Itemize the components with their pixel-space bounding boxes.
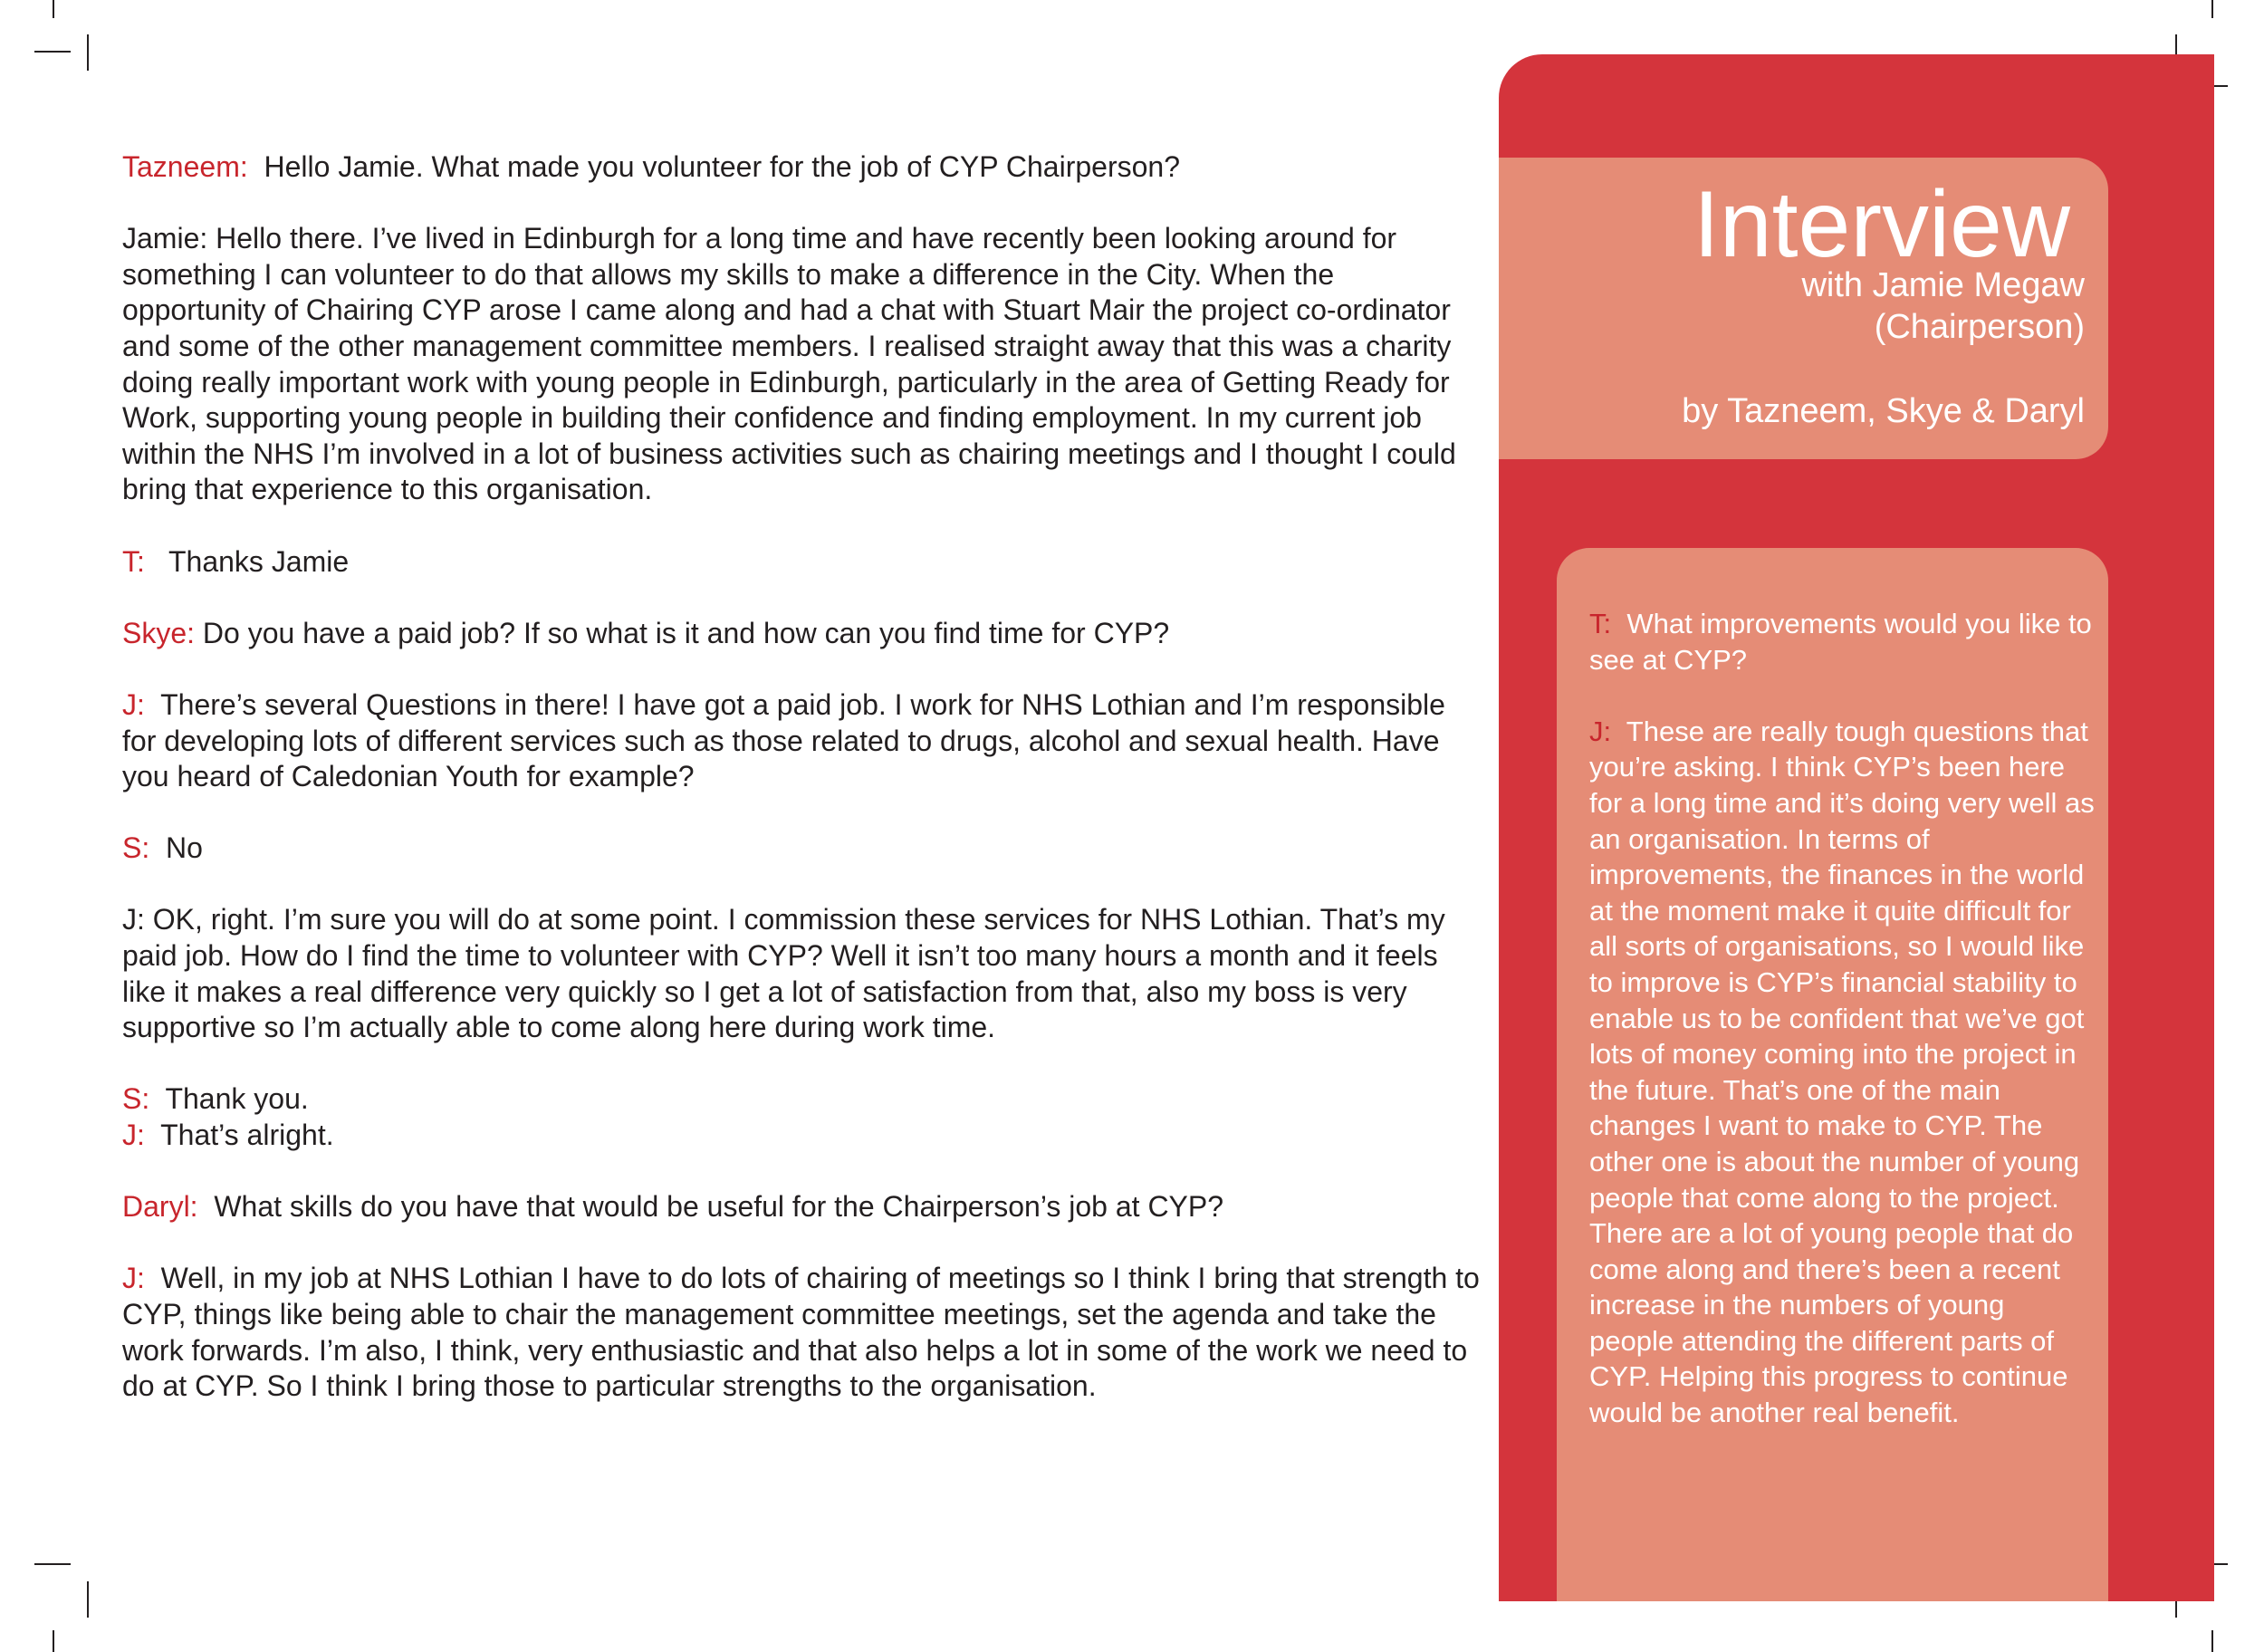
speaker-label: S: [122,831,150,865]
speaker-label: J: [122,687,145,721]
interview-text: Do you have a paid job? If so what is it and how can you find time for CYP? [202,616,1170,649]
qa-body: What improvements would you like to see at CYP? [1589,608,2092,676]
qa-text [1589,606,2096,1466]
speaker-label: Daryl: [122,1190,198,1224]
subtitle-line-1: with Jamie Megaw [1801,266,2085,304]
interview-text: No [166,831,203,865]
interview-paragraph [122,616,1481,652]
interview-text: Hello Jamie. What made you volunteer for the job of CYP Chairperson? [264,150,1180,183]
qa-box [1557,548,2108,1601]
interview-text: There’s several Questions in there! I have got a paid job. I work for NHS Lothian and I’m responsible for developing lots of different services such as those related to drugs, alcohol and sexual health. Have you heard of Caledonian Youth for example? [122,687,1445,793]
speaker-label: S: [122,1082,150,1116]
interview-paragraph [122,221,1481,508]
crop-mark [53,0,54,18]
speaker-label: J: [122,1119,145,1152]
crop-mark [87,34,89,71]
interview-text: What skills do you have that would be useful for the Chairperson’s job at CYP? [214,1190,1224,1224]
interview-text: That’s alright. [160,1119,334,1152]
interview-text: Thanks Jamie [168,544,350,578]
crop-mark [2211,0,2213,18]
crop-mark [2211,1630,2213,1652]
interview-paragraph [122,831,1481,867]
speaker-label: J: [122,1262,145,1295]
interview-text: J: OK, right. I’m sure you will do at some point. I commission these services for NHS Lothian. That’s my paid job. How do I find the time to volunteer with CYP? Well it isn’t too many hours a month and it feels like it makes a real difference very quickly so I get a lot of satisfaction from that, also my boss is very supportive so I’m actually able to come along here during work time. [122,903,1445,1044]
speaker-label: T: [122,544,145,578]
interview-paragraph [122,1189,1481,1225]
crop-mark [34,1563,71,1565]
qa-paragraph [1589,606,2096,677]
interview-paragraph [122,1081,1481,1118]
interview-paragraph [122,1261,1481,1404]
crop-mark [87,1581,89,1618]
title-box [1499,158,2108,459]
sidebar-panel [1499,54,2214,1601]
page-title: Interview [1693,172,2070,277]
crop-mark [34,51,71,53]
crop-mark [53,1630,54,1652]
speaker-label: Tazneem: [122,150,248,183]
interview-text: Thank you. [165,1082,309,1116]
interview-paragraph [122,544,1481,581]
subtitle-line-2: (Chairperson) [1874,308,2085,346]
interview-paragraph [122,149,1481,186]
interview-body [122,149,1481,1440]
interview-text: Jamie: Hello there. I’ve lived in Edinburgh for a long time and have recently been looking around for something I can volunteer to do that allows my skills to make a difference in the City. When the opportunity of Chairing CYP arose I came along and had a chat with Stuart Mair the project co-ordinator and some of the other management committee members. I realised straight away that this was a charity doing really important work with young people in Edinburgh, particularly in the area of Getting Ready for Work, supporting young people in building their confidence and finding employment. In my current job within the NHS I’m involved in a lot of business activities such as chairing meetings and I thought I could bring that experience to this organisation. [122,222,1456,506]
speaker-label: J: [1589,715,1612,747]
byline: by Tazneem, Skye & Daryl [1682,392,2085,430]
qa-paragraph [1589,714,2096,1431]
interview-paragraph [122,687,1481,795]
speaker-label: T: [1589,608,1612,639]
qa-body: These are really tough questions that you’re asking. I think CYP’s been here for a long time and it’s doing very well as an organisation. In terms of improvements, the finances in the world at the moment make it quite difficult for all sorts of organisations, so I would like to improve is CYP’s financial stability to enable us to be confident that we’ve got lots of money coming into the project in the future. That’s one of the main changes I want to make to CYP. The other one is about the number of young people that come along to the project. There are a lot of young people that do come along and there’s been a recent increase in the numbers of young people attending the different parts of CYP. Helping this progress to continue would be another real benefit. [1589,715,2095,1429]
interview-paragraph [122,1118,1481,1154]
interview-text: Well, in my job at NHS Lothian I have to do lots of chairing of meetings so I think I bring that strength to CYP, things like being able to chair the management committee meetings, set the agenda and take the work forwards. I’m also, I think, very enthusiastic and that also helps a lot in some of the work we need to do at CYP. So I think I bring those to particular strengths to the organisation. [122,1262,1480,1403]
interview-paragraph [122,902,1481,1045]
speaker-label: Skye: [122,616,196,649]
